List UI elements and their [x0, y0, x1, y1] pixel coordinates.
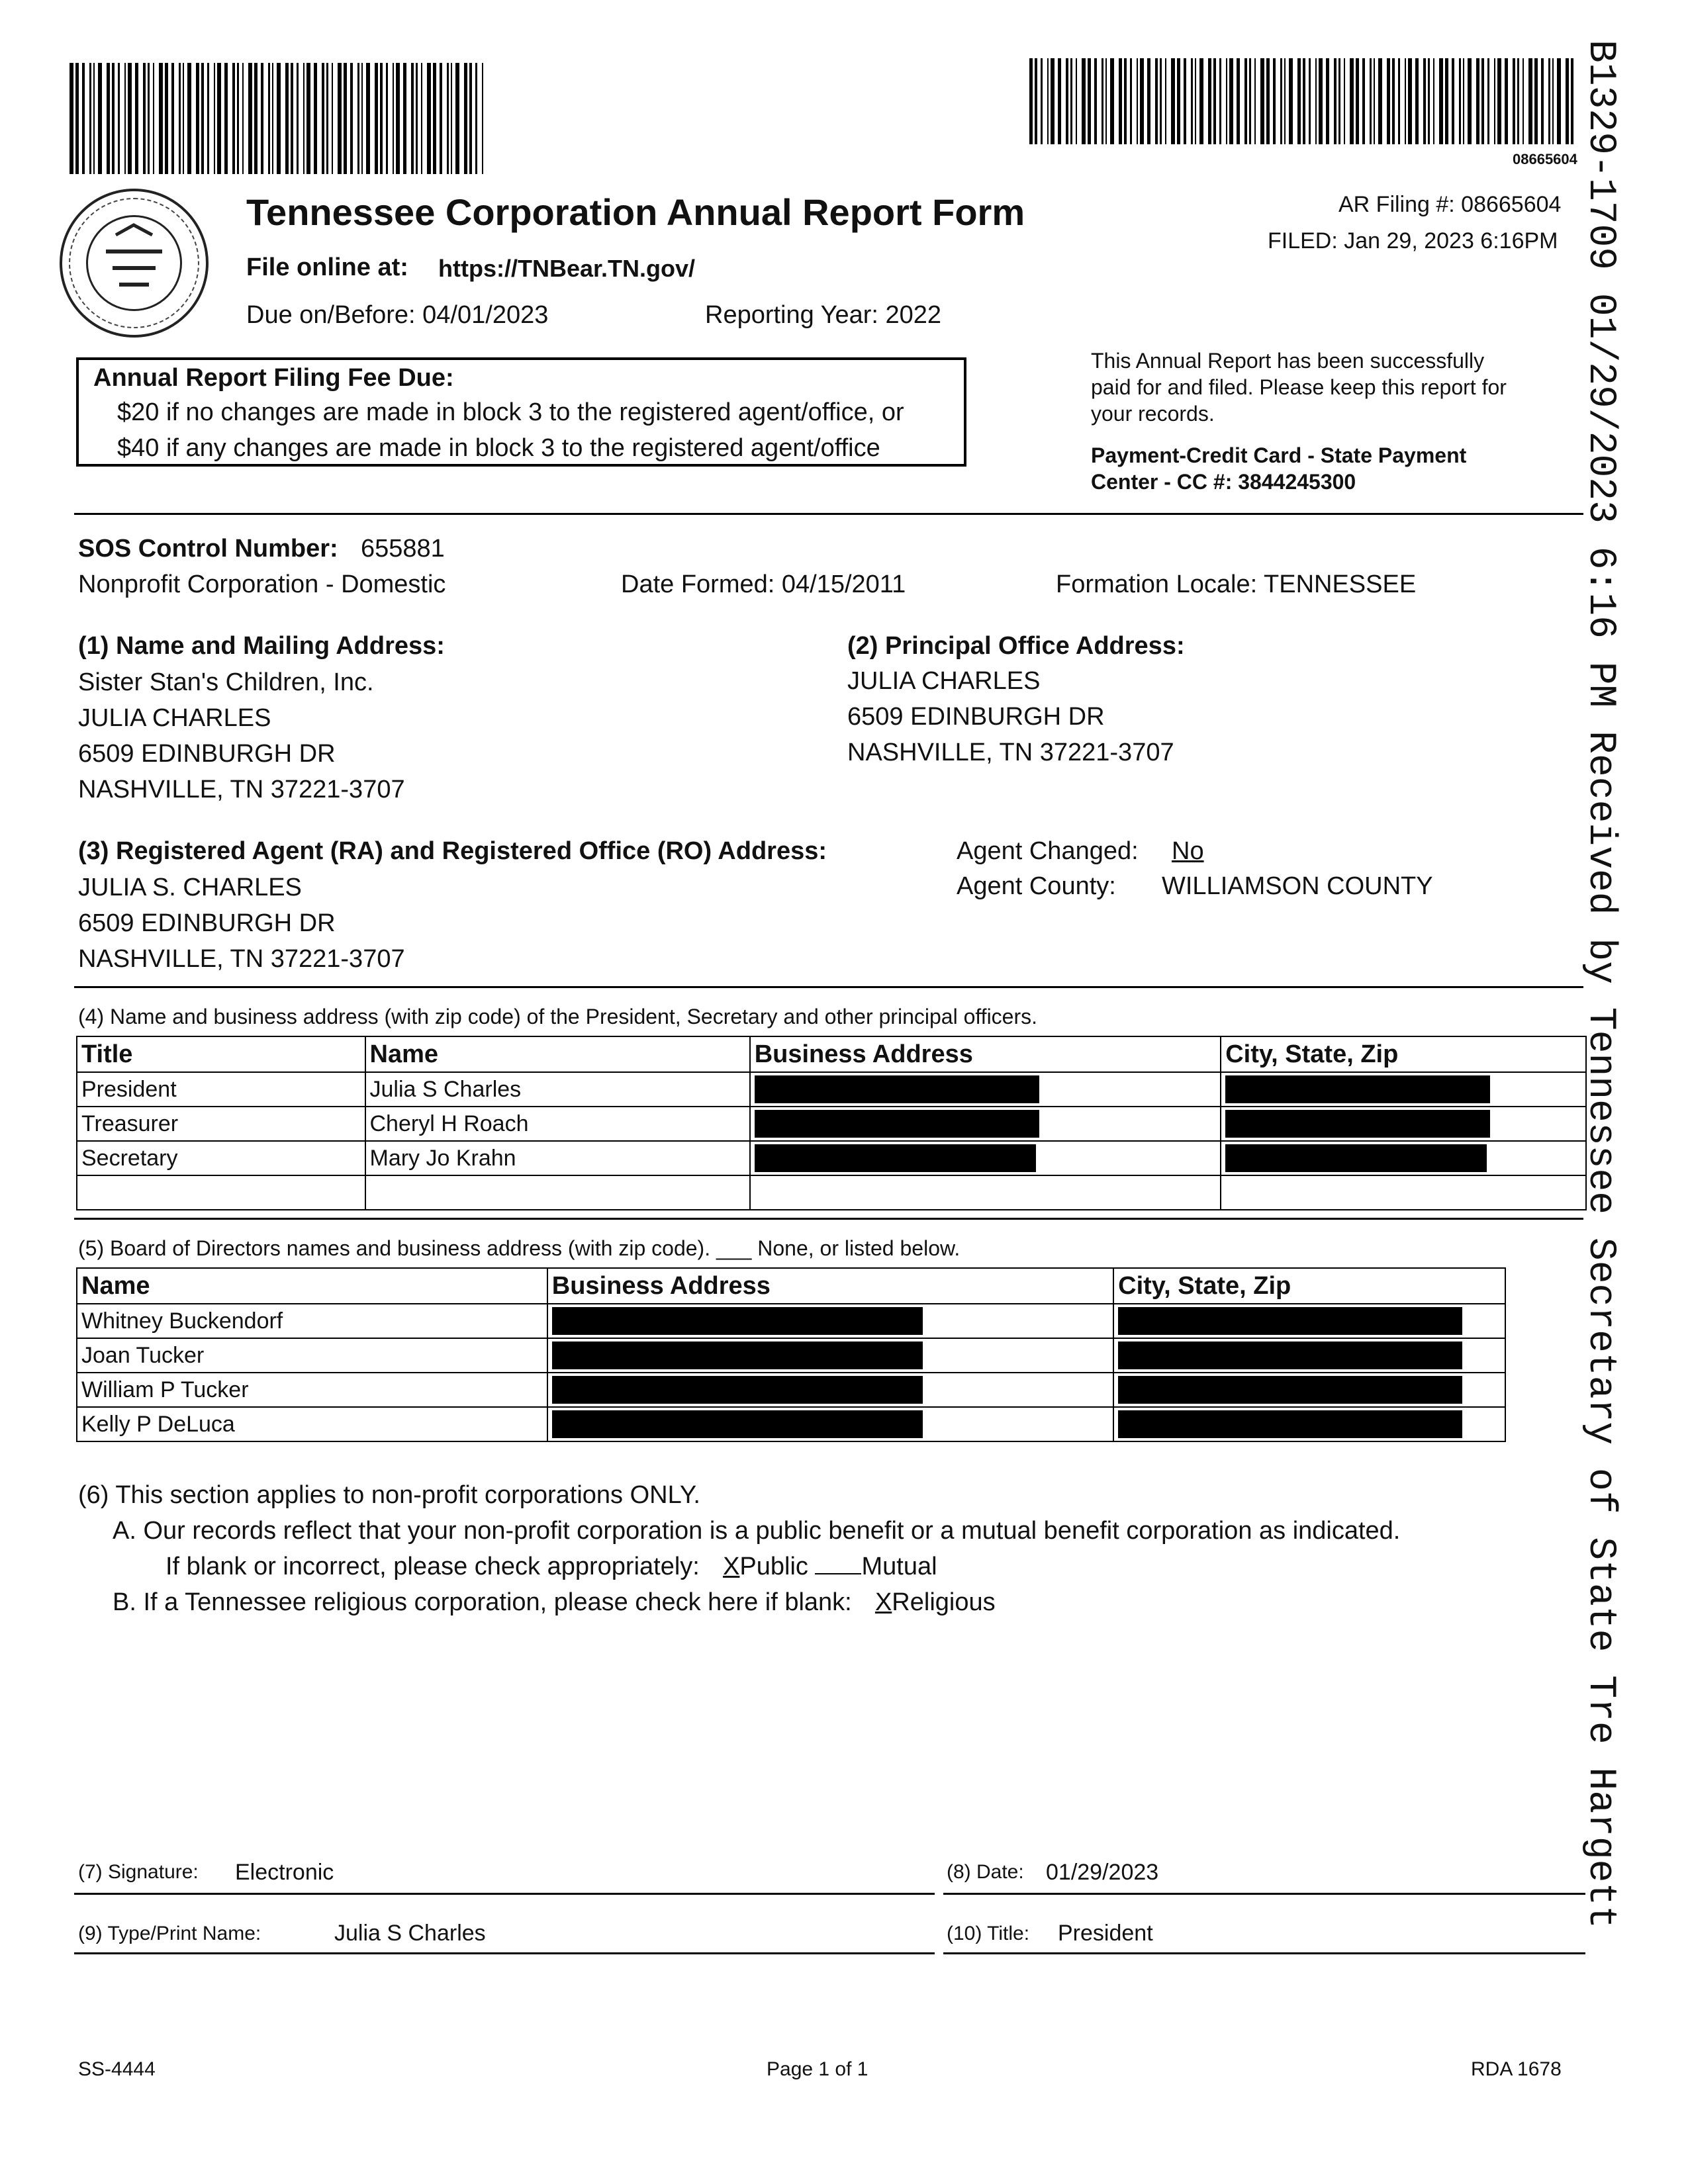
block1-line: Sister Stan's Children, Inc.: [78, 668, 374, 696]
public-checkbox[interactable]: X: [723, 1553, 740, 1580]
barcode-number: 08665604: [1513, 151, 1577, 167]
redacted-city: [1221, 1107, 1586, 1141]
redacted-city: [1221, 1141, 1586, 1175]
ar-filing-number: AR Filing #: 08665604: [1338, 192, 1562, 217]
agent-changed-value: No: [1172, 837, 1204, 865]
empty-cell: [750, 1175, 1221, 1210]
redacted-address: [547, 1407, 1113, 1441]
block2-heading: (2) Principal Office Address:: [847, 632, 1185, 660]
column-header: Title: [77, 1036, 365, 1072]
column-header: Name: [365, 1036, 750, 1072]
officers-table: [76, 1036, 1587, 1210]
date-value: 01/29/2023: [1046, 1860, 1159, 1885]
redacted-city: [1113, 1407, 1505, 1441]
file-online-label: File online at:: [246, 253, 408, 281]
due-date: Due on/Before: 04/01/2023: [246, 301, 549, 329]
table-row: [77, 1407, 1505, 1441]
date-label: (8) Date:: [947, 1861, 1024, 1883]
payment-note-line-1: This Annual Report has been successfully: [1091, 349, 1485, 373]
received-stamp: B1329-1709 01/29/2023 6:16 PM Received by Tennessee Secretary of State Tre Hargett: [1579, 40, 1622, 1929]
table-row: [77, 1338, 1505, 1373]
block2-line: 6509 EDINBURGH DR: [847, 703, 1105, 731]
table-row: [77, 1175, 1586, 1210]
divider: [74, 513, 1583, 515]
title-label: (10) Title:: [947, 1923, 1030, 1944]
fee-heading: Annual Report Filing Fee Due:: [93, 364, 454, 392]
redacted-city: [1221, 1072, 1586, 1107]
redacted-address: [547, 1373, 1113, 1407]
block2-line: JULIA CHARLES: [847, 667, 1041, 695]
officers-heading: (4) Name and business address (with zip code) of the President, Secretary and other principal officers.: [78, 1005, 1038, 1028]
redacted-address: [750, 1107, 1221, 1141]
filing-fee-box: [76, 357, 966, 467]
block3-line: JULIA S. CHARLES: [78, 874, 302, 901]
signature-line: [74, 1893, 935, 1895]
payment-method-line-1: Payment-Credit Card - State Payment: [1091, 443, 1467, 467]
payment-note-line-3: your records.: [1091, 402, 1215, 426]
table-row: [77, 1373, 1505, 1407]
fee-line-1: $20 if no changes are made in block 3 to the registered agent/office, or: [117, 398, 904, 426]
date-line: [943, 1893, 1585, 1895]
officer-name: Mary Jo Krahn: [365, 1141, 750, 1175]
formation-locale: Formation Locale: TENNESSEE: [1056, 570, 1417, 598]
empty-cell: [1221, 1175, 1586, 1210]
block1-line: 6509 EDINBURGH DR: [78, 740, 336, 768]
officer-title: [77, 1175, 365, 1210]
nonprofit-b-line: [113, 1588, 996, 1617]
signature-value: Electronic: [235, 1860, 334, 1885]
tennessee-state-seal: [60, 189, 209, 338]
redacted-address: [750, 1072, 1221, 1107]
page-title: Tennessee Corporation Annual Report Form: [246, 191, 1025, 233]
table-row: [77, 1304, 1505, 1338]
barcode-left: [70, 63, 513, 174]
block1-line: JULIA CHARLES: [78, 704, 271, 732]
director-name: Joan Tucker: [77, 1338, 547, 1373]
reporting-year: Reporting Year: 2022: [705, 301, 942, 329]
directors-heading: (5) Board of Directors names and business address (with zip code). ___ None, or listed below.: [78, 1236, 961, 1260]
block2-line: NASHVILLE, TN 37221-3707: [847, 739, 1174, 766]
nonprofit-heading: (6) This section applies to non-profit corporations ONLY.: [78, 1481, 700, 1509]
director-name: Whitney Buckendorf: [77, 1304, 547, 1338]
officer-title: Secretary: [77, 1141, 365, 1175]
table-row: [77, 1141, 1586, 1175]
public-label: Public: [739, 1553, 808, 1580]
sos-control-label: SOS Control Number:: [78, 535, 338, 563]
rda-code: RDA 1678: [1471, 2058, 1562, 2080]
redacted-address: [547, 1304, 1113, 1338]
sos-control-value: 655881: [361, 535, 445, 563]
religious-checkbox[interactable]: X: [874, 1588, 892, 1616]
nonprofit-a-line-1: A. Our records reflect that your non-profit corporation is a public benefit or a mutual benefit corporation as indicated.: [113, 1517, 1401, 1545]
block1-line: NASHVILLE, TN 37221-3707: [78, 776, 405, 803]
nonprofit-a-line-2: [165, 1553, 937, 1581]
redacted-city: [1113, 1304, 1505, 1338]
barcode-right: [1029, 58, 1585, 144]
file-online-url[interactable]: https://TNBear.TN.gov/: [438, 255, 696, 282]
mutual-label: Mutual: [861, 1553, 937, 1580]
officer-name: Cheryl H Roach: [365, 1107, 750, 1141]
table-row: [77, 1072, 1586, 1107]
column-header: City, State, Zip: [1113, 1268, 1505, 1304]
title-line: [943, 1952, 1585, 1954]
public-mutual-prompt: If blank or incorrect, please check appropriately:: [165, 1553, 700, 1580]
print-name-label: (9) Type/Print Name:: [78, 1923, 261, 1944]
column-header: Business Address: [547, 1268, 1113, 1304]
agent-county-value: WILLIAMSON COUNTY: [1162, 872, 1433, 900]
agent-changed-label: Agent Changed:: [957, 837, 1139, 865]
officer-name: Julia S Charles: [365, 1072, 750, 1107]
divider: [74, 986, 1583, 988]
print-name-value: Julia S Charles: [334, 1921, 486, 1946]
redacted-address: [547, 1338, 1113, 1373]
page-number: Page 1 of 1: [767, 2058, 868, 2080]
filed-timestamp: FILED: Jan 29, 2023 6:16PM: [1268, 228, 1558, 253]
block3-heading: (3) Registered Agent (RA) and Registered Office (RO) Address:: [78, 837, 827, 865]
divider: [74, 1218, 1583, 1220]
fee-line-2: $40 if any changes are made in block 3 to the registered agent/office: [117, 434, 880, 462]
director-name: William P Tucker: [77, 1373, 547, 1407]
payment-method-line-2: Center - CC #: 3844245300: [1091, 470, 1356, 494]
table-row: [77, 1107, 1586, 1141]
director-name: Kelly P DeLuca: [77, 1407, 547, 1441]
officer-title: President: [77, 1072, 365, 1107]
form-number: SS-4444: [78, 2058, 156, 2080]
religious-prompt: B. If a Tennessee religious corporation, please check here if blank:: [113, 1588, 852, 1616]
religious-label: Religious: [892, 1588, 996, 1616]
date-formed: Date Formed: 04/15/2011: [621, 570, 906, 598]
agent-county-label: Agent County:: [957, 872, 1116, 900]
block1-heading: (1) Name and Mailing Address:: [78, 632, 445, 660]
title-value: President: [1058, 1921, 1153, 1946]
column-header: City, State, Zip: [1221, 1036, 1586, 1072]
redacted-address: [750, 1141, 1221, 1175]
signature-label: (7) Signature:: [78, 1861, 199, 1883]
officer-name: [365, 1175, 750, 1210]
payment-note-line-2: paid for and filed. Please keep this report for: [1091, 375, 1507, 399]
mutual-checkbox[interactable]: [815, 1553, 861, 1574]
directors-table: [76, 1267, 1506, 1442]
print-name-line: [74, 1952, 935, 1954]
block3-line: NASHVILLE, TN 37221-3707: [78, 945, 405, 973]
column-header: Name: [77, 1268, 547, 1304]
column-header: Business Address: [750, 1036, 1221, 1072]
redacted-city: [1113, 1373, 1505, 1407]
redacted-city: [1113, 1338, 1505, 1373]
officer-title: Treasurer: [77, 1107, 365, 1141]
block3-line: 6509 EDINBURGH DR: [78, 909, 336, 937]
entity-type: Nonprofit Corporation - Domestic: [78, 570, 446, 598]
